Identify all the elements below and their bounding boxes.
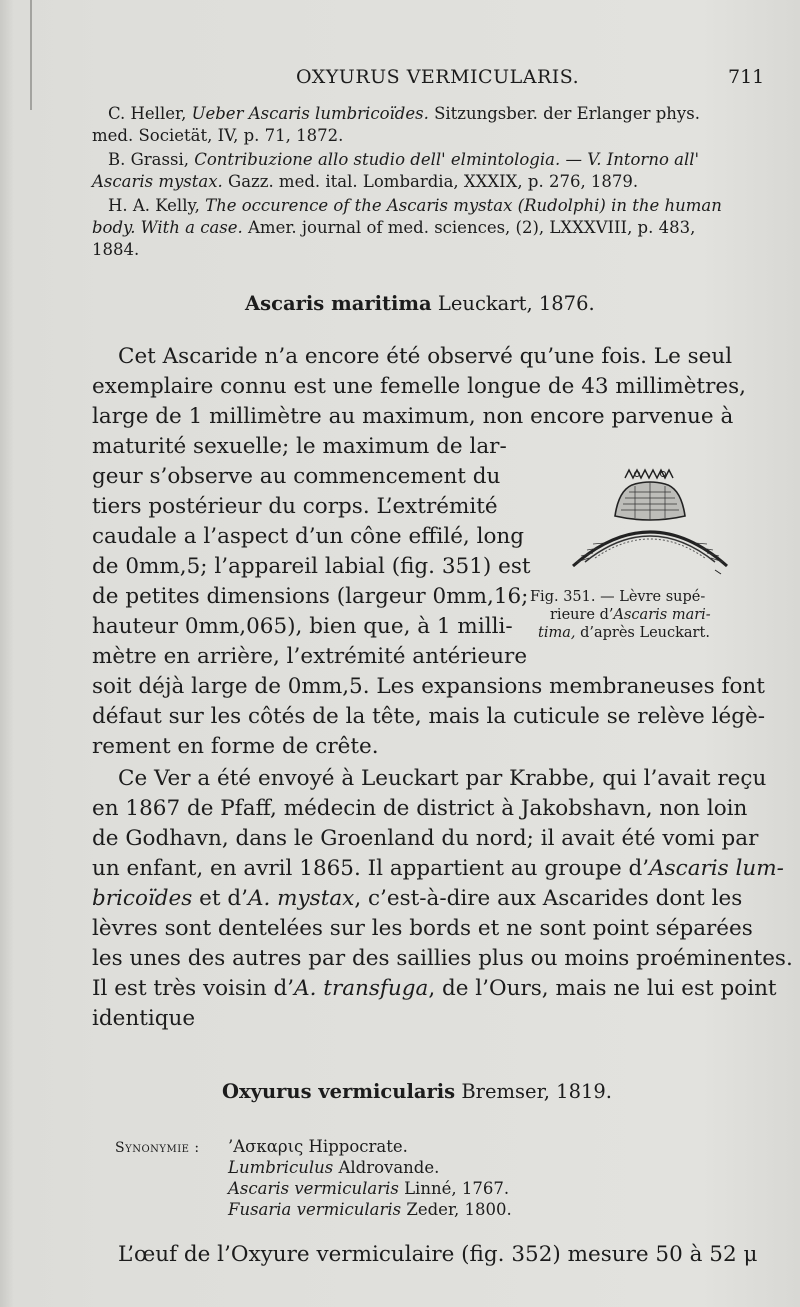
para2-line: bricoïdes et d’A. mystax, c’est-à-dire aux Ascarides dont les	[92, 886, 743, 911]
synonym-entry: Lumbriculus Aldrovande.	[228, 1158, 440, 1177]
para2-line: un enfant, en avril 1865. Il appartient au groupe d’Ascaris lum-	[92, 856, 784, 881]
synonym-entry: Ascaris vermicularis Linné, 1767.	[228, 1179, 510, 1198]
para1-line: hauteur 0mm,065), bien que, à 1 milli-	[92, 614, 513, 639]
para1-line: caudale a l’aspect d’un cône effilé, long	[92, 524, 525, 549]
synonym-entry: Fusaria vermicularis Zeder, 1800.	[228, 1200, 512, 1219]
labial-apparatus-figure	[565, 458, 735, 578]
para1-line: rement en forme de crête.	[92, 734, 379, 759]
reference-kelly: H. A. Kelly, The occurence of the Ascaris mystax (Rudolphi) in the human	[108, 196, 722, 215]
page-header	[0, 66, 800, 90]
final-line: L’œuf de l’Oxyure vermiculaire (fig. 352) mesure 50 à 52 μ	[118, 1242, 758, 1267]
reference-grassi-cont: Ascaris mystax. Gazz. med. ital. Lombardia, XXXIX, p. 276, 1879.	[92, 172, 639, 191]
reference-heller: C. Heller, Ueber Ascaris lumbricoïdes. Sitzungsber. der Erlanger phys.	[108, 104, 700, 123]
para1-line: large de 1 millimètre au maximum, non encore parvenue à	[92, 404, 734, 429]
para2-line: Il est très voisin d’A. transfuga, de l’Ours, mais ne lui est point	[92, 976, 777, 1001]
synonym-entry: ’Ασκαρις Hippocrate.	[228, 1137, 408, 1156]
para1-line: de 0mm,5; l’appareil labial (fig. 351) est	[92, 554, 531, 579]
page-number: 711	[728, 66, 765, 88]
reference-grassi: B. Grassi, Contribuzione allo studio dell' elmintologia. — V. Intorno all'	[108, 150, 700, 169]
para2-line: en 1867 de Pfaff, médecin de district à Jakobshavn, non loin	[92, 796, 748, 821]
section-title-ascaris-maritima: Ascaris maritima Leuckart, 1876.	[245, 292, 595, 315]
para2-line: Ce Ver a été envoyé à Leuckart par Krabbe, qui l’avait reçu	[118, 766, 767, 791]
para2-line: de Godhavn, dans le Groenland du nord; il avait été vomi par	[92, 826, 759, 851]
para1-line: tiers postérieur du corps. L’extrémité	[92, 494, 498, 519]
reference-kelly-year: 1884.	[92, 240, 140, 259]
para2-line: les unes des autres par des saillies plus ou moins proéminentes.	[92, 946, 793, 971]
para1-line: geur s’observe au commencement du	[92, 464, 501, 489]
para1-line: défaut sur les côtés de la tête, mais la cuticule se relève légè-	[92, 704, 765, 729]
para1-line: exemplaire connu est une femelle longue de 43 millimètres,	[92, 374, 746, 399]
section-title-oxyurus: Oxyurus vermicularis Bremser, 1819.	[222, 1080, 612, 1103]
running-title: OXYURUS VERMICULARIS.	[296, 66, 580, 88]
para2-line: lèvres sont dentelées sur les bords et ne sont point séparées	[92, 916, 753, 941]
para1-line: soit déjà large de 0mm,5. Les expansions membraneuses font	[92, 674, 765, 699]
reference-heller-cont: med. Societät, IV, p. 71, 1872.	[92, 126, 344, 145]
para1-line: de petites dimensions (largeur 0mm,16;	[92, 584, 529, 609]
para1-line: maturité sexuelle; le maximum de lar-	[92, 434, 507, 459]
para1-line: Cet Ascaride n’a encore été observé qu’une fois. Le seul	[118, 344, 733, 369]
para2-line: identique	[92, 1006, 196, 1031]
synonymy-label: Synonymie :	[115, 1140, 200, 1156]
reference-kelly-cont: body. With a case. Amer. journal of med. sciences, (2), LXXXVIII, p. 483,	[92, 218, 696, 237]
figure-caption-line2: rieure d’Ascaris mari-	[550, 607, 711, 623]
figure-caption-line3: tima, d’après Leuckart.	[538, 625, 710, 641]
figure-caption: Fig. 351. — Lèvre supé-	[530, 589, 706, 605]
para1-line: mètre en arrière, l’extrémité antérieure	[92, 644, 528, 669]
